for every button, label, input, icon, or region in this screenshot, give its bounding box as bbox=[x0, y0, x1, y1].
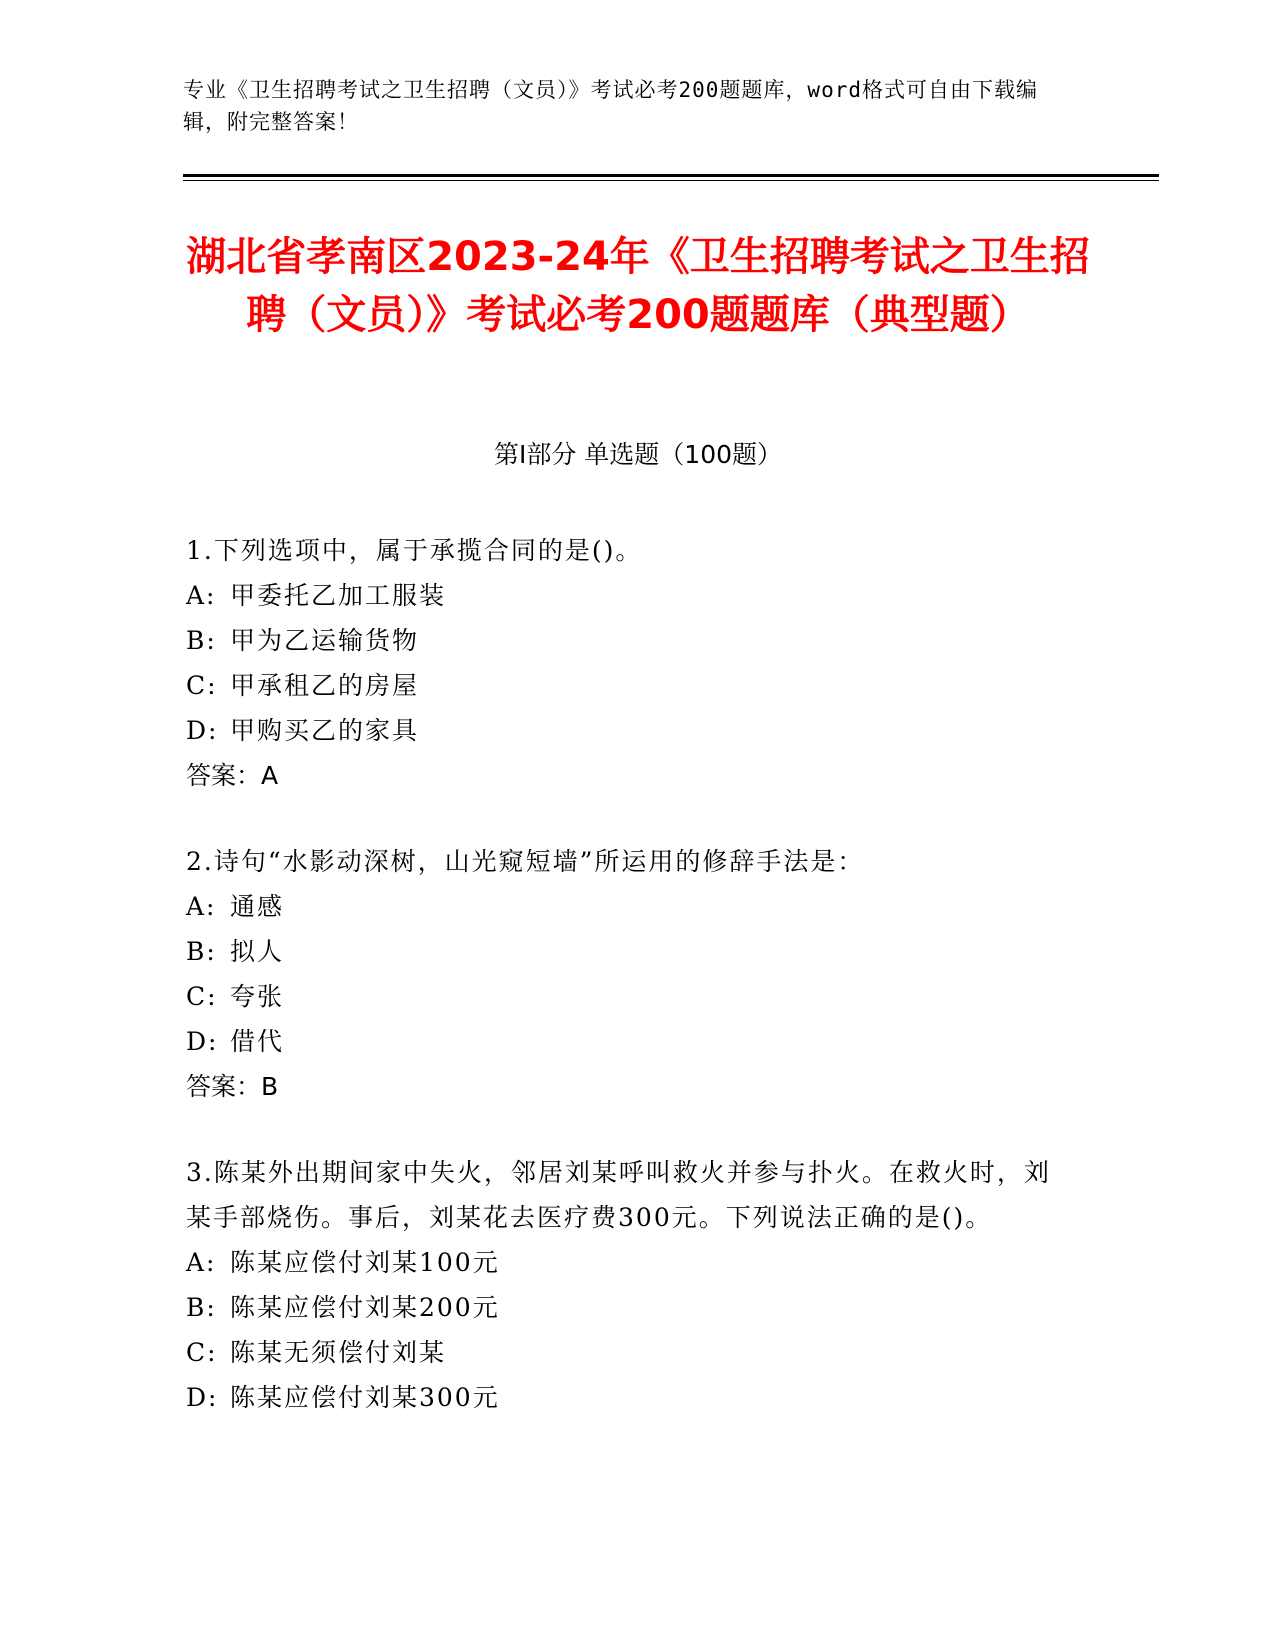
option-a bbox=[186, 573, 1066, 618]
option-letter: A: bbox=[186, 581, 217, 610]
option-text: 陈某应偿付刘某100元 bbox=[230, 1248, 500, 1277]
intro-text: 专业《卫生招聘考试之卫生招聘（文员）》考试必考200题题库，word格式可自由下载编辑，附完整答案！ bbox=[183, 78, 1038, 134]
answer-line: 答案：A bbox=[186, 761, 279, 790]
option-letter: A: bbox=[186, 892, 217, 921]
question-stem: 2.诗句“水影动深树，山光窥短墙”所运用的修辞手法是： bbox=[186, 847, 865, 876]
option-letter: D: bbox=[186, 1027, 219, 1056]
question-stem: 1.下列选项中，属于承揽合同的是()。 bbox=[186, 536, 643, 565]
answer-line: 答案：B bbox=[186, 1072, 279, 1101]
option-d bbox=[186, 1019, 1066, 1064]
option-text: 陈某应偿付刘某200元 bbox=[230, 1293, 500, 1322]
question-3 bbox=[186, 1150, 1066, 1420]
option-c bbox=[186, 663, 1066, 708]
option-a bbox=[186, 884, 1066, 929]
option-text: 陈某无须偿付刘某 bbox=[230, 1338, 447, 1367]
question-list bbox=[186, 528, 1066, 1461]
option-letter: C: bbox=[186, 1338, 218, 1367]
option-text: 甲承租乙的房屋 bbox=[230, 671, 420, 700]
option-text: 甲委托乙加工服装 bbox=[230, 581, 447, 610]
option-letter: D: bbox=[186, 1383, 219, 1412]
option-c bbox=[186, 974, 1066, 1019]
option-d bbox=[186, 1375, 1066, 1420]
header-divider-thin bbox=[183, 180, 1159, 181]
option-c bbox=[186, 1330, 1066, 1375]
option-b bbox=[186, 1285, 1066, 1330]
option-text: 甲购买乙的家具 bbox=[230, 716, 420, 745]
option-text: 借代 bbox=[230, 1027, 285, 1056]
option-d bbox=[186, 708, 1066, 753]
question-2 bbox=[186, 839, 1066, 1109]
option-b bbox=[186, 929, 1066, 974]
option-letter: D: bbox=[186, 716, 219, 745]
option-letter: B: bbox=[186, 937, 217, 966]
option-a bbox=[186, 1240, 1066, 1285]
option-text: 通感 bbox=[230, 892, 285, 921]
option-letter: B: bbox=[186, 626, 217, 655]
question-1 bbox=[186, 528, 1066, 798]
option-text: 甲为乙运输货物 bbox=[230, 626, 420, 655]
option-text: 夸张 bbox=[230, 982, 285, 1011]
option-letter: C: bbox=[186, 671, 218, 700]
option-letter: C: bbox=[186, 982, 218, 1011]
option-letter: B: bbox=[186, 1293, 217, 1322]
option-text: 拟人 bbox=[230, 937, 285, 966]
question-stem: 3.陈某外出期间家中失火，邻居刘某呼叫救火并参与扑火。在救火时，刘某手部烧伤。事后，刘某花去医疗费300元。下列说法正确的是()。 bbox=[186, 1158, 1051, 1232]
section-title: 第I部分 单选题（100题） bbox=[493, 440, 783, 469]
option-b bbox=[186, 618, 1066, 663]
option-letter: A: bbox=[186, 1248, 217, 1277]
document-title: 湖北省孝南区2023-24年《卫生招聘考试之卫生招聘（文员）》考试必考200题题库（典型题） bbox=[186, 234, 1090, 338]
header-divider-thick bbox=[183, 174, 1159, 177]
option-text: 陈某应偿付刘某300元 bbox=[230, 1383, 500, 1412]
